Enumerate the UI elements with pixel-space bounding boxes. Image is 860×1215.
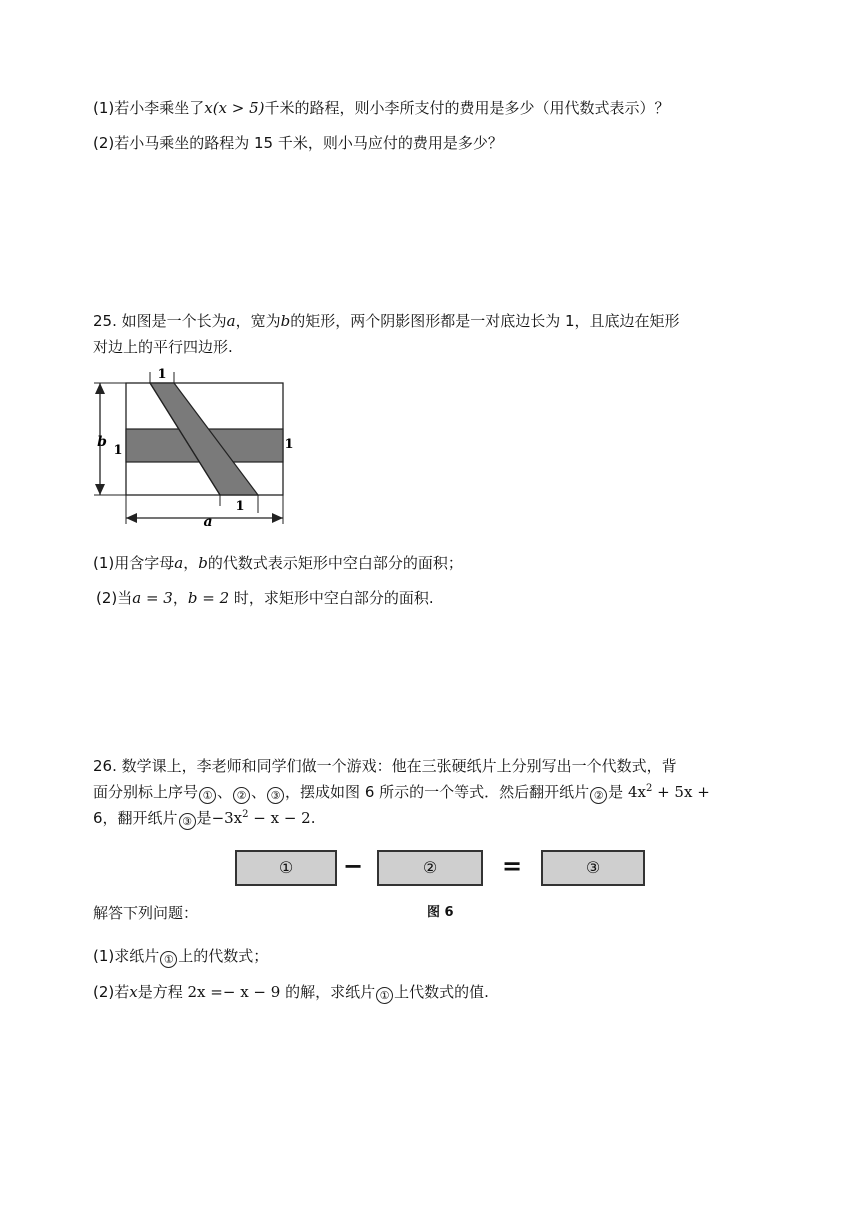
q24-sub1: (1)若小李乘坐了x(x > 5)千米的路程，则小李所支付的费用是多少（用代数式表示）？ [93,99,670,117]
equals-sign: = [502,852,523,880]
label-top-1: 1 [157,368,167,382]
q26-sub1: (1)求纸片 ① 上的代数式； [93,947,269,966]
q24-sub2: (2)若小马乘坐的路程为 15 千米，则小马应付的费用是多少？ [93,134,503,152]
label-b: b [97,434,107,450]
q25-sub2: (2)当a = 3，b = 2 时，求矩形中空白部分的面积. [96,589,434,607]
q26-stem-line3: 6，翻开纸片 ③ 是$-3x^2 - x - 2$. [93,809,316,828]
q26-stem-line2: 面分别标上序号 ① 、 ② 、 ③ ，摆成如图 6 所示的一个等式．然后翻开纸片 ② 是 $4x^2 + 5x$ + [93,783,710,802]
card-3: ③ [541,850,645,886]
q26-intro: 解答下列问题： [93,904,199,922]
q25-stem-line2: 对边上的平行四边形. [93,338,233,356]
label-a: a [203,514,213,530]
q26-stem-line1: 26. 数学课上，李老师和同学们做一个游戏：他在三张硬纸片上分别写出一个代数式，背 [93,757,677,775]
dim-b-arrow-bottom [95,484,105,495]
dim-a-arrow-right [272,513,283,523]
q25-sub1: (1)用含字母a，b的代数式表示矩形中空白部分的面积； [93,554,463,572]
q26-sub2: (2)若x是方程 2x =− x − 9 的解，求纸片 ① 上代数式的值. [93,983,489,1002]
minus-sign: − [343,852,364,880]
label-right-1: 1 [284,437,294,452]
card-1: ① [235,850,337,886]
label-left-1: 1 [113,443,123,458]
card-2: ② [377,850,483,886]
label-bottom-1: 1 [235,499,245,514]
q25-figure [90,368,300,530]
q25-stem-line1: 25. 如图是一个长为a，宽为b的矩形，两个阴影图形都是一对底边长为 1，且底边在矩形 [93,312,680,330]
dim-b-arrow-top [95,383,105,394]
figure-6-caption: 图 6 [427,905,454,920]
dim-a-arrow-left [126,513,137,523]
